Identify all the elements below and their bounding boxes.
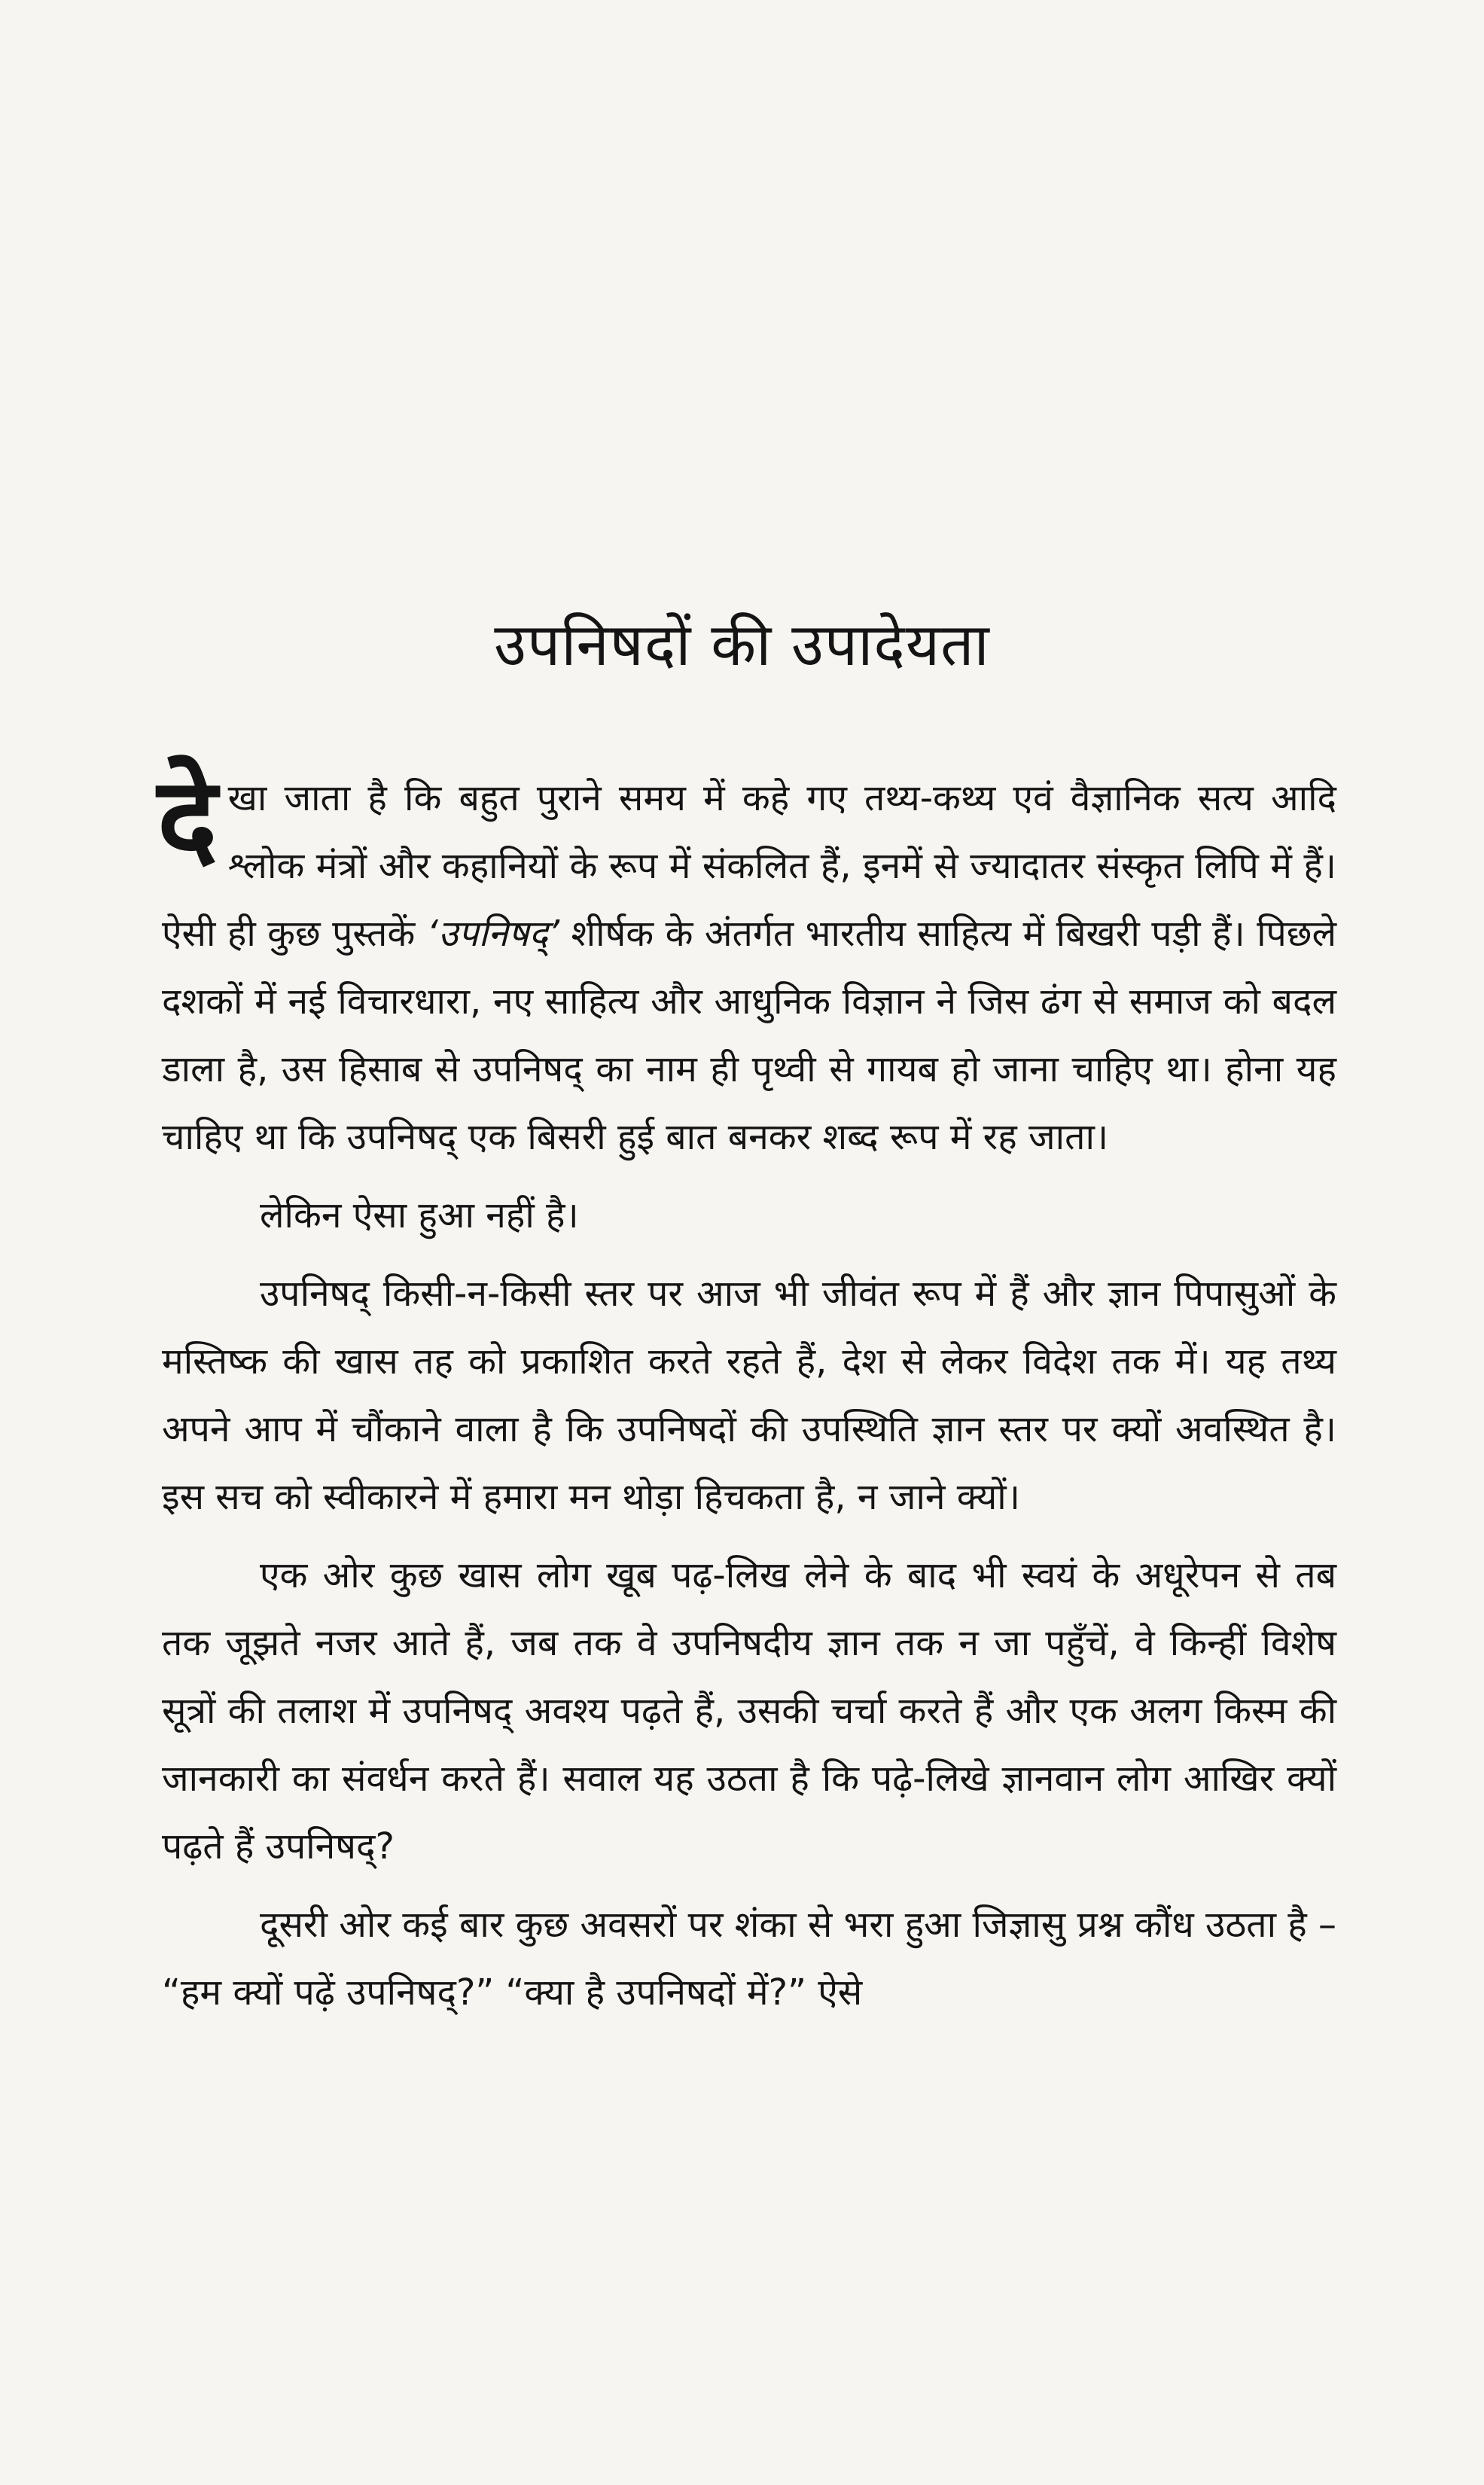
chapter-body xyxy=(157,754,1337,2026)
paragraph-5: दूसरी ओर कई बार कुछ अवसरों पर शंका से भरा हुआ जिज्ञासु प्रश्न कौंध उठता है – “हम क्यों पढ़ें उपनिषद्?” “क्या है उपनिषदों में?” ऐसे xyxy=(162,1904,1337,2014)
paragraph-2: लेकिन ऐसा हुआ नहीं है। xyxy=(260,1194,579,1236)
paragraph-1 xyxy=(157,754,1336,1171)
paragraph-4: एक ओर कुछ खास लोग खूब पढ़-लिख लेने के बाद भी स्वयं के अधूरेपन से तब तक जूझते नजर आते हैं, जब तक वे उपनिषदीय ज्ञान तक न जा पहुँचें, वे किन्हीं विशेष सूत्रों की तलाश में उपनिषद् अवश्य पढ़ते हैं, उसकी चर्चा करते हैं और एक अलग किस्म की जानकारी का संवर्धन करते हैं। सवाल यह उठता है कि पढ़े-लिखे ज्ञानवान लोग आखिर क्यों पढ़ते हैं उपनिषद्? xyxy=(162,1554,1336,1868)
paragraph-1-text-a: खा जाता है कि बहुत पुराने समय में कहे गए तथ्य-कथ्य एवं वैज्ञानिक सत्य आदि श्लोक मंत्रों और कहानियों के रूप में संकलित हैं, इनमें से ज्यादातर संस्कृत लिपि में हैं। ऐसी ही कुछ पुस्तकें xyxy=(162,777,1336,955)
drop-cap: दे xyxy=(157,754,218,885)
book-title-italic: ‘उपनिषद्’ xyxy=(426,913,560,955)
paragraph-1-text-b: शीर्षक के अंतर्गत भारतीय साहित्य में बिखरी पड़ी हैं। पिछले दशकों में नई विचारधारा, नए साहित्य और आधुनिक विज्ञान ने जिस ढंग से समाज को बदल डाला है, उस हिसाब से उपनिषद् का नाम ही पृथ्वी से गायब हो जाना चाहिए था। होना यह चाहिए था कि उपनिषद् एक बिसरी हुई बात बनकर शब्द रूप में रह जाता। xyxy=(162,913,1336,1158)
chapter-title: उपनिषदों की उपादेयता xyxy=(494,611,990,679)
paragraph-3: उपनिषद् किसी-न-किसी स्तर पर आज भी जीवंत रूप में हैं और ज्ञान पिपासुओं के मस्तिष्क की खास तह को प्रकाशित करते रहते हैं, देश से लेकर विदेश तक में। यह तथ्य अपने आप में चौंकाने वाला है कि उपनिषदों की उपस्थिति ज्ञान स्तर पर क्यों अवस्थित है। इस सच को स्वीकारने में हमारा मन थोड़ा हिचकता है, न जाने क्यों। xyxy=(162,1273,1336,1518)
